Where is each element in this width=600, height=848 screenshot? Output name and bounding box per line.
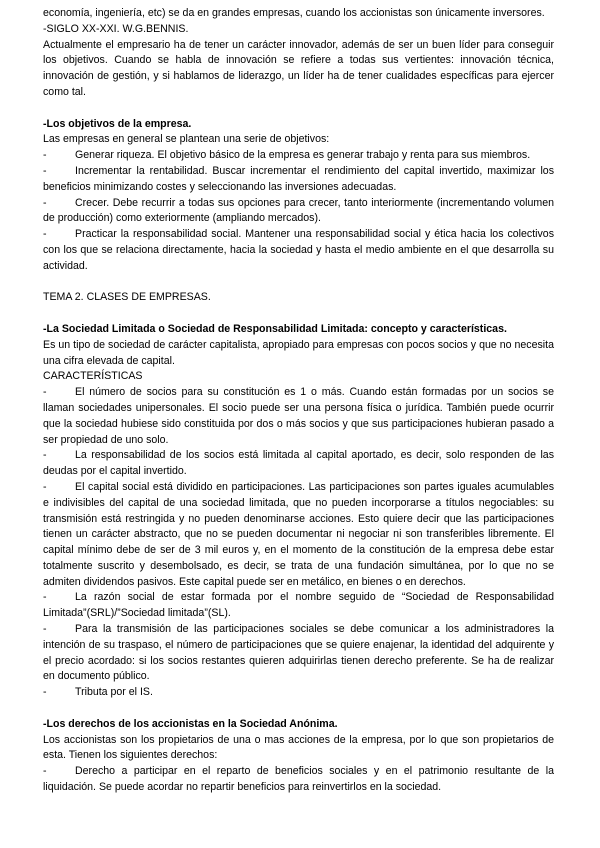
list-item-text: La razón social de estar formada por el nombre seguido de “Sociedad de Responsabilidad Limitada”(SRL)/”Sociedad limitada”(SL). [43,591,554,620]
accionistas-heading: -Los derechos de los accionistas en la Sociedad Anónima. [43,717,338,730]
list-item-text: Generar riqueza. El objetivo básico de la empresa es generar trabajo y renta para sus miembros. [75,149,531,162]
bullet-dash: - [43,686,47,699]
bullet-dash: - [43,449,47,462]
bullet-dash: - [43,386,47,399]
sl-heading: -La Sociedad Limitada o Sociedad de Responsabilidad Limitada: concepto y características. [43,322,507,335]
accionistas-list [43,764,554,796]
spacer [43,306,554,322]
intro-continuation: economía, ingeniería, etc) se da en grandes empresas, cuando los accionistas son únicamente inversores. [43,7,545,19]
document-page [43,6,554,796]
objetivos-intro: Las empresas en general se plantean una serie de objetivos: [43,133,330,146]
list-item [43,448,554,480]
list-item [43,764,554,796]
objetivos-list [43,148,554,274]
list-item-text: Crecer. Debe recurrir a todas sus opciones para crecer, tanto interiormente (incrementando volumen de producción) como exteriormente (ampliando mercados). [43,196,554,225]
spacer [43,101,554,117]
spacer [43,701,554,717]
list-item [43,590,554,622]
spacer [43,275,554,291]
objetivos-heading: -Los objetivos de la empresa. [43,117,192,130]
list-item-text: El capital social está dividido en participaciones. Las participaciones son partes iguales acumulables e indivisibles del capital de una sociedad limitada, que no pueden incorporarse a títulos negociables: su transmisión está restringida y no pueden denominarse acciones. Esto quiere decir que las participaciones tienen un carácter abstracto, que no se pueden documentar ni negociar ni son transferibles libremente. El capital mínimo debe de ser de 3 mil euros y, en el momento de la constitución de la empresa debe estar totalmente suscrito y desembolsado, es decir, se trata de una fundación simultánea, por lo que no se admiten dividendos pasivos. Este capital puede ser en metálico, en bienes o en derechos. [43,480,554,588]
list-item [43,227,554,274]
list-item [43,385,554,448]
bullet-dash: - [43,765,47,778]
list-item [43,480,554,591]
list-item [43,622,554,685]
siglo-paragraph: Actualmente el empresario ha de tener un carácter innovador, además de ser un buen líder para conseguir los objetivos. Cuando se habla de innovación se refiere a todas sus vertientes: innovación técnica, innovación de gestión, y si hablamos de liderazgo, un líder ha de tener cualidades específicas para ejercer como tal. [43,38,554,98]
list-item-text: Incrementar la rentabilidad. Buscar incrementar el rendimiento del capital invertido, maximizar los beneficios minimizando costes y seleccionando las inversiones adecuadas. [43,164,554,193]
bullet-dash: - [43,196,47,209]
bullet-dash: - [43,149,47,162]
siglo-heading: -SIGLO XX-XXI. W.G.BENNIS. [43,22,189,35]
sl-list [43,385,554,701]
list-item-text: Practicar la responsabilidad social. Mantener una responsabilidad social y ética hacia los colectivos con los que se relaciona directamente, hacia la sociedad y hasta el medio ambiente en el que desarrolla su actividad. [43,228,554,272]
caracteristicas-label: CARACTERÍSTICAS [43,370,143,383]
bullet-dash: - [43,164,47,177]
list-item-text: Tributa por el IS. [75,686,153,699]
bullet-dash: - [43,623,47,636]
bullet-dash: - [43,480,47,493]
list-item-text: Derecho a participar en el reparto de beneficios sociales y en el patrimonio resultante de la liquidación. Se puede acordar no repartir beneficios para reinvertirlos en la sociedad. [43,765,554,794]
list-item-text: La responsabilidad de los socios está limitada al capital aportado, es decir, solo responden de las deudas por el capital invertido. [43,449,554,478]
list-item-text: Para la transmisión de las participaciones sociales se debe comunicar a los administradores la intención de su traspaso, el número de participaciones que se quiere enajenar, la identidad del adquirente y el precio acordado: si los socios restantes quieren adquirirlas tienen derecho preferente. Se ha de realizar en documento público. [43,623,554,683]
bullet-dash: - [43,228,47,241]
list-item [43,685,554,701]
list-item [43,164,554,196]
list-item-text: El número de socios para su constitución es 1 o más. Cuando están formadas por un socios se llaman sociedades unipersonales. El socio puede ser una persona física o jurídica. También puede ocurrir que la sociedad hubiese sido constituida por dos o más socios y que sus participaciones hubieran pasado a ser propiedad de uno solo. [43,386,554,446]
tema2-title: TEMA 2. CLASES DE EMPRESAS. [43,291,211,304]
list-item [43,196,554,228]
sl-intro: Es un tipo de sociedad de carácter capitalista, apropiado para empresas con pocos socios y que no necesita una cifra elevada de capital. [43,338,554,367]
bullet-dash: - [43,591,47,604]
accionistas-intro: Los accionistas son los propietarios de una o mas acciones de la empresa, por lo que son propietarios de esta. Tienen los siguientes derechos: [43,733,554,762]
list-item [43,148,554,164]
